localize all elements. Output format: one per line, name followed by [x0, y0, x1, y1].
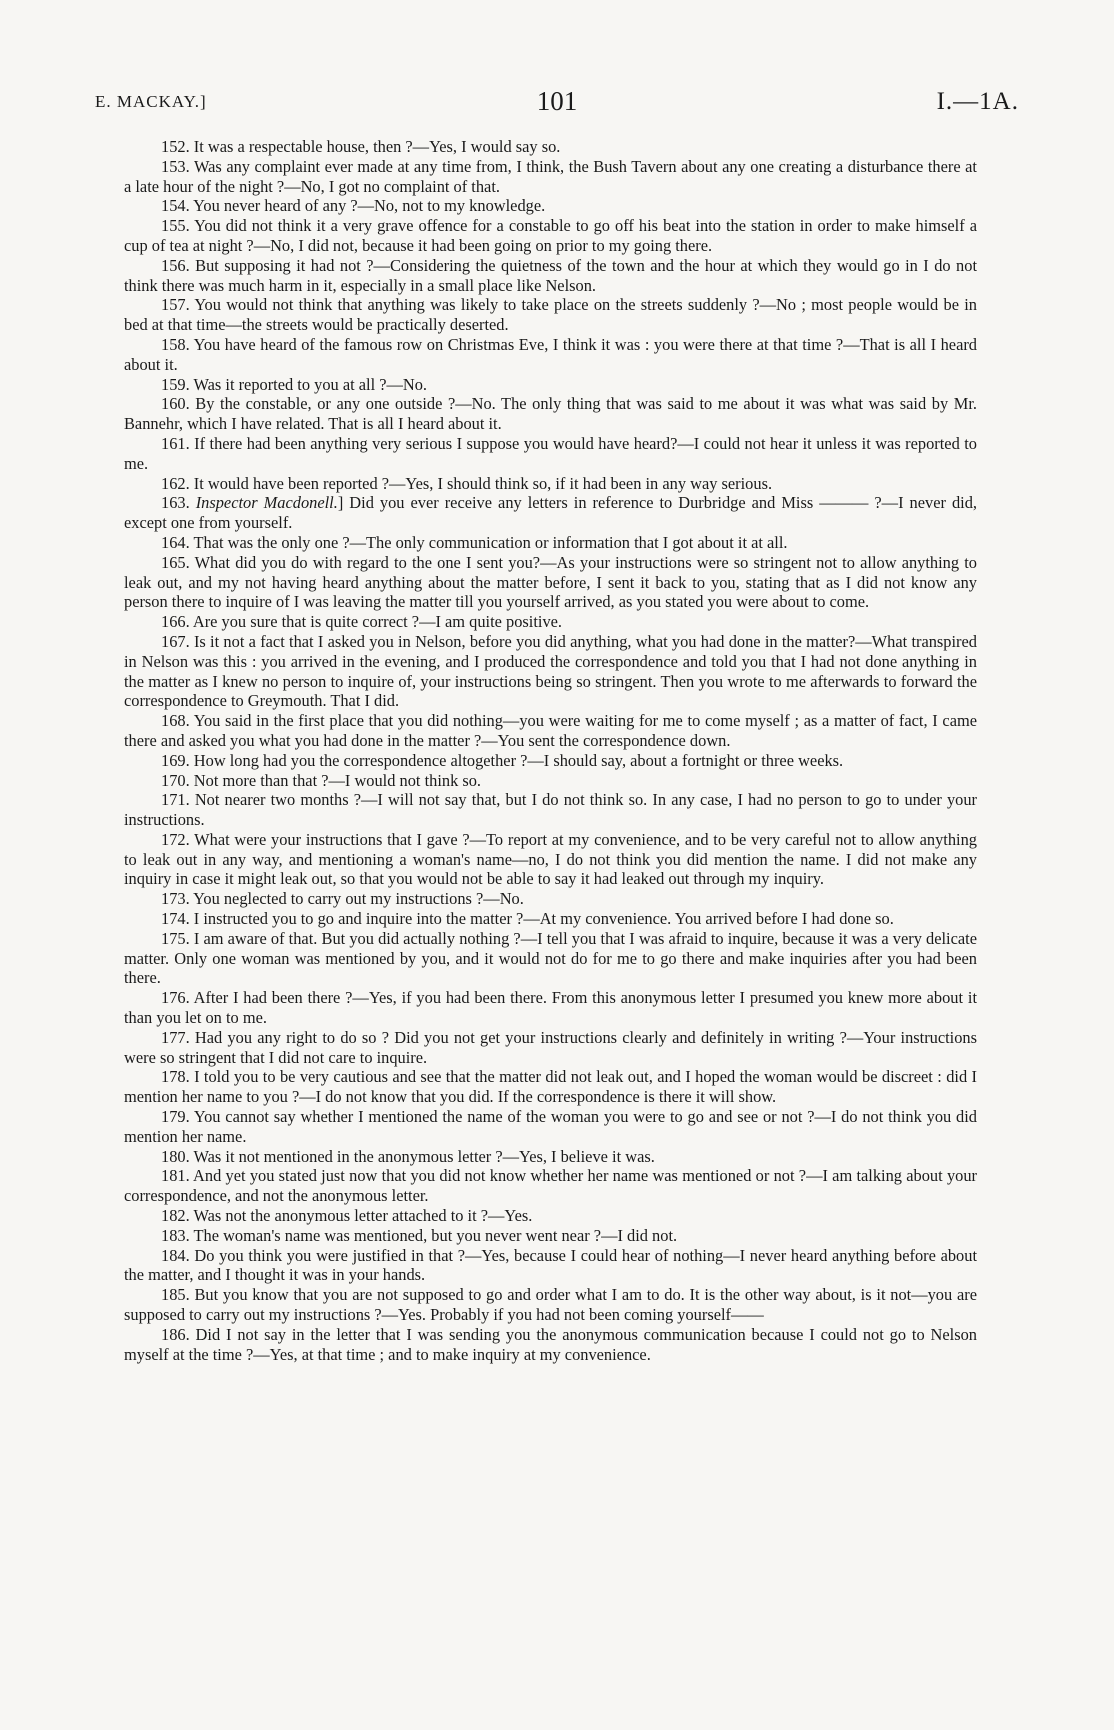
paragraph-179: 179. You cannot say whether I mentioned the name of the woman you were to go and see or not ?—I do not think you did mention her name. — [124, 1107, 977, 1146]
paragraph-186: 186. Did I not say in the letter that I was sending you the anonymous communication because I could not go to Nelson myself at the time ?—Yes, at that time ; and to make inquiry at my convenience. — [124, 1324, 977, 1364]
paragraph-169: 169. How long had you the correspondence altogether ?—I should say, about a fortnight or three weeks. — [161, 750, 844, 770]
paragraph-162: 162. It would have been reported ?—Yes, I should think so, if it had been in any way serious. — [161, 473, 773, 493]
paragraph-175: 175. I am aware of that. But you did actually nothing ?—I tell you that I was afraid to inquire, because it was a very delicate matter. Only one woman was mentioned by you, and it would not do for me to go there and make inquiries after you had been there. — [124, 928, 977, 988]
paragraph-180: 180. Was it not mentioned in the anonymous letter ?—Yes, I believe it was. — [161, 1146, 655, 1166]
paragraph-157: 157. You would not think that anything was likely to take place on the streets suddenly ?—No ; most people would be in bed at that time—the streets would be practically deserted. — [124, 295, 977, 335]
paragraph-183: 183. The woman's name was mentioned, but you never went near ?—I did not. — [161, 1225, 678, 1245]
paragraph-170: 170. Not more than that ?—I would not think so. — [161, 770, 482, 790]
paragraph-182: 182. Was not the anonymous letter attached to it ?—Yes. — [161, 1206, 533, 1226]
paragraph-159: 159. Was it reported to you at all ?—No. — [161, 374, 428, 394]
paragraph-164: 164. That was the only one ?—The only communication or information that I got about it at all. — [161, 532, 788, 552]
paragraph-158: 158. You have heard of the famous row on Christmas Eve, I think it was : you were there at that time ?—That is all I heard about it. — [124, 334, 977, 374]
paragraph-172: 172. What were your instructions that I gave ?—To report at my convenience, and to be very careful not to allow anything to leak out in any way, and mentioning a woman's name—no, I do not think you did mention the name. I did not make any inquiry in case it might leak out, so that you would not be able to say it had leaked out through my inquiry. — [124, 829, 977, 889]
paragraph-171: 171. Not nearer two months ?—I will not say that, but I do not think so. In any case, I had no person to go to under your instructions. — [124, 790, 977, 830]
paragraph-156: 156. But supposing it had not ?—Considering the quietness of the town and the hour at which they would go in I do not think there was much harm in it, especially in a small place like Nelson. — [124, 255, 977, 295]
paragraph-155: 155. You did not think it a very grave offence for a constable to go off his beat into the station in order to make himself a cup of tea at night ?—No, I did not, because it had been going on prior to my going there. — [124, 216, 977, 255]
paragraph-176: 176. After I had been there ?—Yes, if you had been there. From this anonymous letter I presumed you knew more about it than you let on to me. — [124, 988, 977, 1028]
paragraph-167: 167. Is it not a fact that I asked you in Nelson, before you did anything, what you had done in the matter?—What transpired in Nelson was this : you arrived in the evening, and I produced the correspondence and told you that I had not done anything in the matter as I knew no person to inquire of, your instructions being so stringent. Then you wrote to me afterwards to forward the correspondence to Greymouth. That I did. — [124, 631, 977, 711]
paragraph-178: 178. I told you to be very cautious and see that the matter did not leak out, and I hoped the woman would be discreet : did I mention her name to you ?—I do not know that you did. If the correspondence is there it will show. — [124, 1067, 977, 1107]
header-reference: I.—1A. — [936, 88, 1019, 115]
paragraph-153: 153. Was any complaint ever made at any time from, I think, the Bush Tavern about any one creating a disturbance there at a late hour of the night ?—No, I got no complaint of that. — [124, 156, 977, 196]
paragraph-152: 152. It was a respectable house, then ?—Yes, I would say so. — [161, 137, 561, 156]
paragraph-166: 166. Are you sure that is quite correct ?—I am quite positive. — [161, 612, 563, 632]
paragraph-154: 154. You never heard of any ?—No, not to my knowledge. — [161, 196, 546, 216]
paragraph-173: 173. You neglected to carry out my instructions ?—No. — [161, 889, 524, 909]
page-header — [95, 86, 1019, 120]
paragraph-181: 181. And yet you stated just now that you did not know whether her name was mentioned or not ?—I am talking about your correspondence, and not the anonymous letter. — [124, 1166, 977, 1206]
paragraph-165: 165. What did you do with regard to the one I sent you?—As your instructions were so stringent not to allow anything to leak out, and my not having heard anything about the matter before, I sent it back to you, stating that as I did not know any person there to inquire of I was leaving the matter till you yourself arrived, as you stated you were about to come. — [124, 552, 977, 612]
paragraph-163: 163. Inspector Macdonell.] Did you ever receive any letters in reference to Durbridge and Miss ——— ?—I never did, except one from yourself. — [124, 493, 978, 533]
paragraph-160: 160. By the constable, or any one outside ?—No. The only thing that was said to me about it was what was said by Mr. Bannehr, which I have related. That is all I heard about it. — [124, 394, 977, 434]
paragraph-185: 185. But you know that you are not supposed to go and order what I am to do. It is the other way about, is it not—you are supposed to carry out my instructions ?—Yes. Probably if you had not been coming yourself—— — [124, 1285, 977, 1325]
page-number: 101 — [536, 86, 578, 116]
paragraph-161: 161. If there had been anything very serious I suppose you would have heard?—I could not hear it unless it was reported to me. — [124, 433, 977, 473]
paragraph-177: 177. Had you any right to do so ? Did you not get your instructions clearly and definitely in writing ?—Your instructions were so stringent that I did not care to inquire. — [124, 1027, 977, 1067]
paragraph-168: 168. You said in the first place that you did nothing—you were waiting for me to come myself ; as a matter of fact, I came there and asked you what you had done in the matter ?—You sent the correspondence down. — [124, 711, 977, 750]
paragraph-184: 184. Do you think you were justified in that ?—Yes, because I could hear of nothing—I never heard anything before about the matter, and I thought it was in your hands. — [124, 1245, 977, 1285]
header-author: E. MACKAY.] — [95, 92, 207, 111]
paragraph-174: 174. I instructed you to go and inquire into the matter ?—At my convenience. You arrived before I had done so. — [161, 909, 894, 929]
document-body — [124, 137, 977, 1364]
